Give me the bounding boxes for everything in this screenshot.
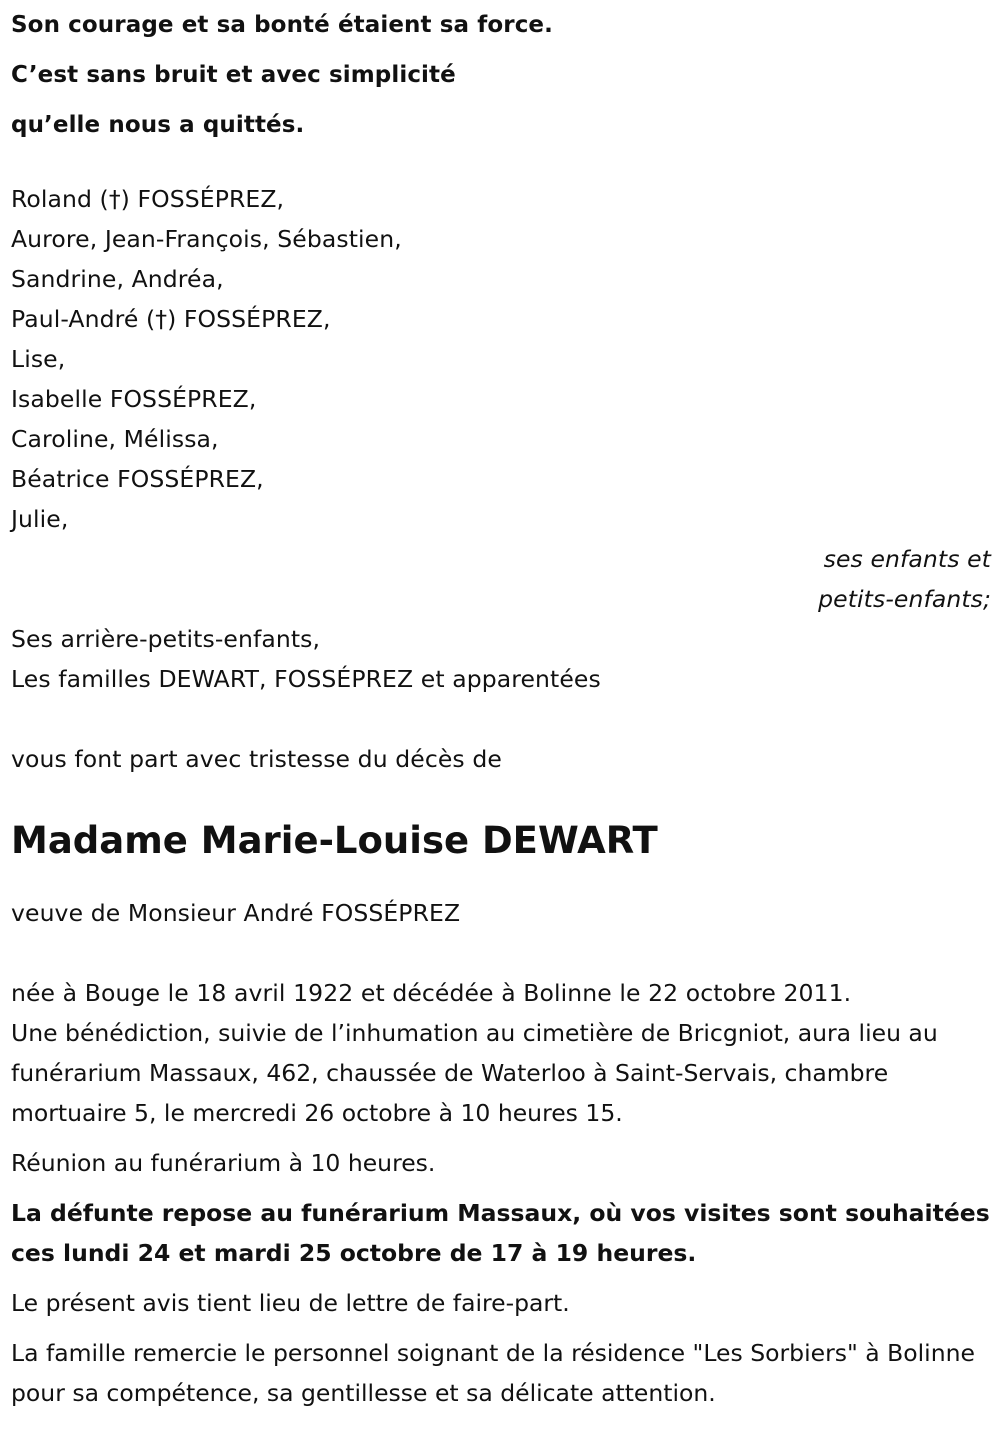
epitaph-line: Son courage et sa bonté étaient sa force. <box>11 12 553 38</box>
reunion-details: Réunion au funérarium à 10 heures. <box>11 1149 436 1177</box>
visitation-details: La défunte repose au funérarium Massaux, où vos visites sont souhaitées ces lundi 24 et mardi 25 octobre de 17 à 19 heures. <box>11 1199 990 1267</box>
family-member: Paul-André (†) FOSSÉPREZ, <box>11 305 331 333</box>
family-member: Isabelle FOSSÉPREZ, <box>11 385 257 413</box>
family-member: Roland (†) FOSSÉPREZ, <box>11 185 285 213</box>
epitaph-line: C’est sans bruit et avec simplicité <box>11 62 456 88</box>
relation-line: ses enfants et <box>823 545 991 573</box>
widow-of: veuve de Monsieur André FOSSÉPREZ <box>11 899 461 927</box>
extended-family-line: Ses arrière-petits-enfants, <box>11 625 321 653</box>
family-relation <box>11 539 991 619</box>
family-member: Aurore, Jean-François, Sébastien, <box>11 225 402 253</box>
relation-line: petits-enfants; <box>818 585 991 613</box>
family-list <box>11 179 991 539</box>
announcement: vous font part avec tristesse du décès de <box>11 745 502 773</box>
birth-death-dates: née à Bouge le 18 avril 1922 et décédée à Bolinne le 22 octobre 2011. <box>11 979 852 1007</box>
ceremony-details: Une bénédiction, suivie de l’inhumation au cimetière de Bricgniot, aura lieu au funérarium Massaux, 462, chaussée de Waterloo à Saint-Servais, chambre mortuaire 5, le mercredi 26 octobre à 10 heures 15. <box>11 1019 938 1127</box>
epitaph-line: qu’elle nous a quittés. <box>11 112 305 138</box>
epitaph <box>11 0 991 150</box>
family-member: Lise, <box>11 345 66 373</box>
thanks-message: La famille remercie le personnel soignant de la résidence "Les Sorbiers" à Bolinne pour sa compétence, sa gentillesse et sa délicate attention. <box>11 1339 975 1407</box>
family-member: Caroline, Mélissa, <box>11 425 219 453</box>
obituary-notice <box>11 0 991 1413</box>
deceased-name: Madame Marie-Louise DEWART <box>11 819 658 862</box>
family-member: Béatrice FOSSÉPREZ, <box>11 465 264 493</box>
family-member: Sandrine, Andréa, <box>11 265 224 293</box>
extended-family <box>11 619 991 699</box>
notice-statement: Le présent avis tient lieu de lettre de faire-part. <box>11 1289 570 1317</box>
family-member: Julie, <box>11 505 69 533</box>
extended-family-line: Les familles DEWART, FOSSÉPREZ et apparentées <box>11 665 601 693</box>
